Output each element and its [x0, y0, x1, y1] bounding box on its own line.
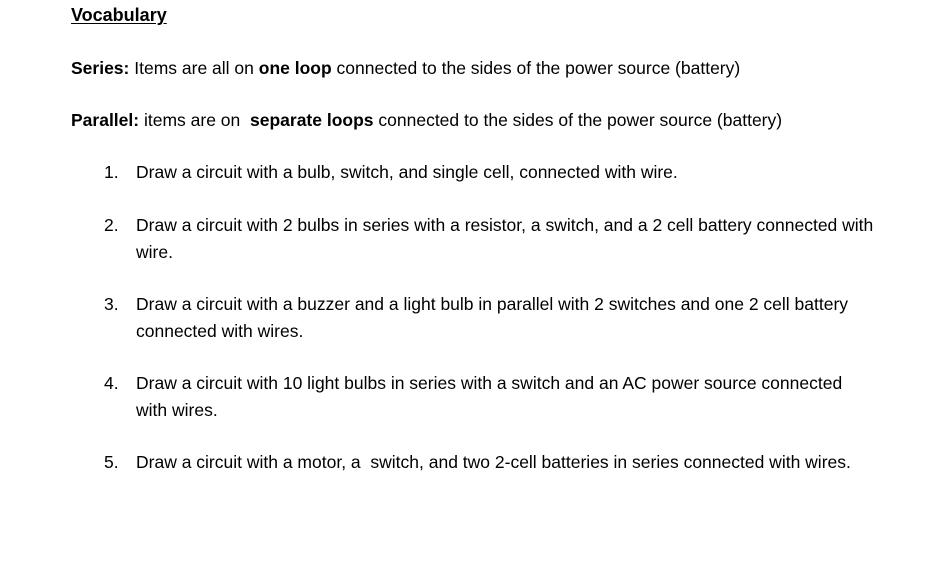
task-text: Draw a circuit with a bulb, switch, and single cell, connected with wire.: [136, 162, 678, 182]
definition-series-bold: one loop: [258, 58, 332, 78]
definition-series-text-1: Items are all on: [129, 58, 259, 78]
vocabulary-heading: Vocabulary: [71, 5, 167, 25]
task-item-3: [104, 291, 904, 344]
task-text: Draw a circuit with 10 light bulbs in series with a switch and an AC power source connected with wires.: [136, 373, 843, 420]
task-number: 1.: [104, 162, 119, 182]
definition-parallel-bold: separate loops: [250, 110, 374, 130]
definition-parallel: [71, 109, 782, 131]
definition-series: [71, 57, 740, 79]
task-number: 2.: [104, 215, 119, 235]
definition-parallel-text-1: items are on: [139, 110, 250, 130]
task-item-1: [104, 159, 904, 186]
term-parallel: Parallel:: [71, 110, 140, 130]
definition-series-text-2: connected to the sides of the power source (battery): [331, 58, 741, 78]
task-text-content: Draw a circuit with a motor, a switch, and two 2-cell batteries in series connected with wires.: [136, 452, 851, 472]
term-series: Series:: [71, 58, 130, 78]
task-text: [136, 449, 906, 476]
task-number: 5.: [104, 452, 119, 472]
task-item-5: [104, 449, 904, 476]
task-text: Draw a circuit with 2 bulbs in series with a resistor, a switch, and a 2 cell battery connected with wire.: [136, 215, 874, 262]
task-number: 3.: [104, 294, 119, 314]
task-text: Draw a circuit with a buzzer and a light bulb in parallel with 2 switches and one 2 cell battery connected with wires.: [136, 294, 849, 341]
task-number: 4.: [104, 373, 119, 393]
definition-parallel-text-2: connected to the sides of the power source (battery): [373, 110, 783, 130]
task-item-2: [104, 212, 904, 265]
task-item-4: [104, 370, 904, 423]
